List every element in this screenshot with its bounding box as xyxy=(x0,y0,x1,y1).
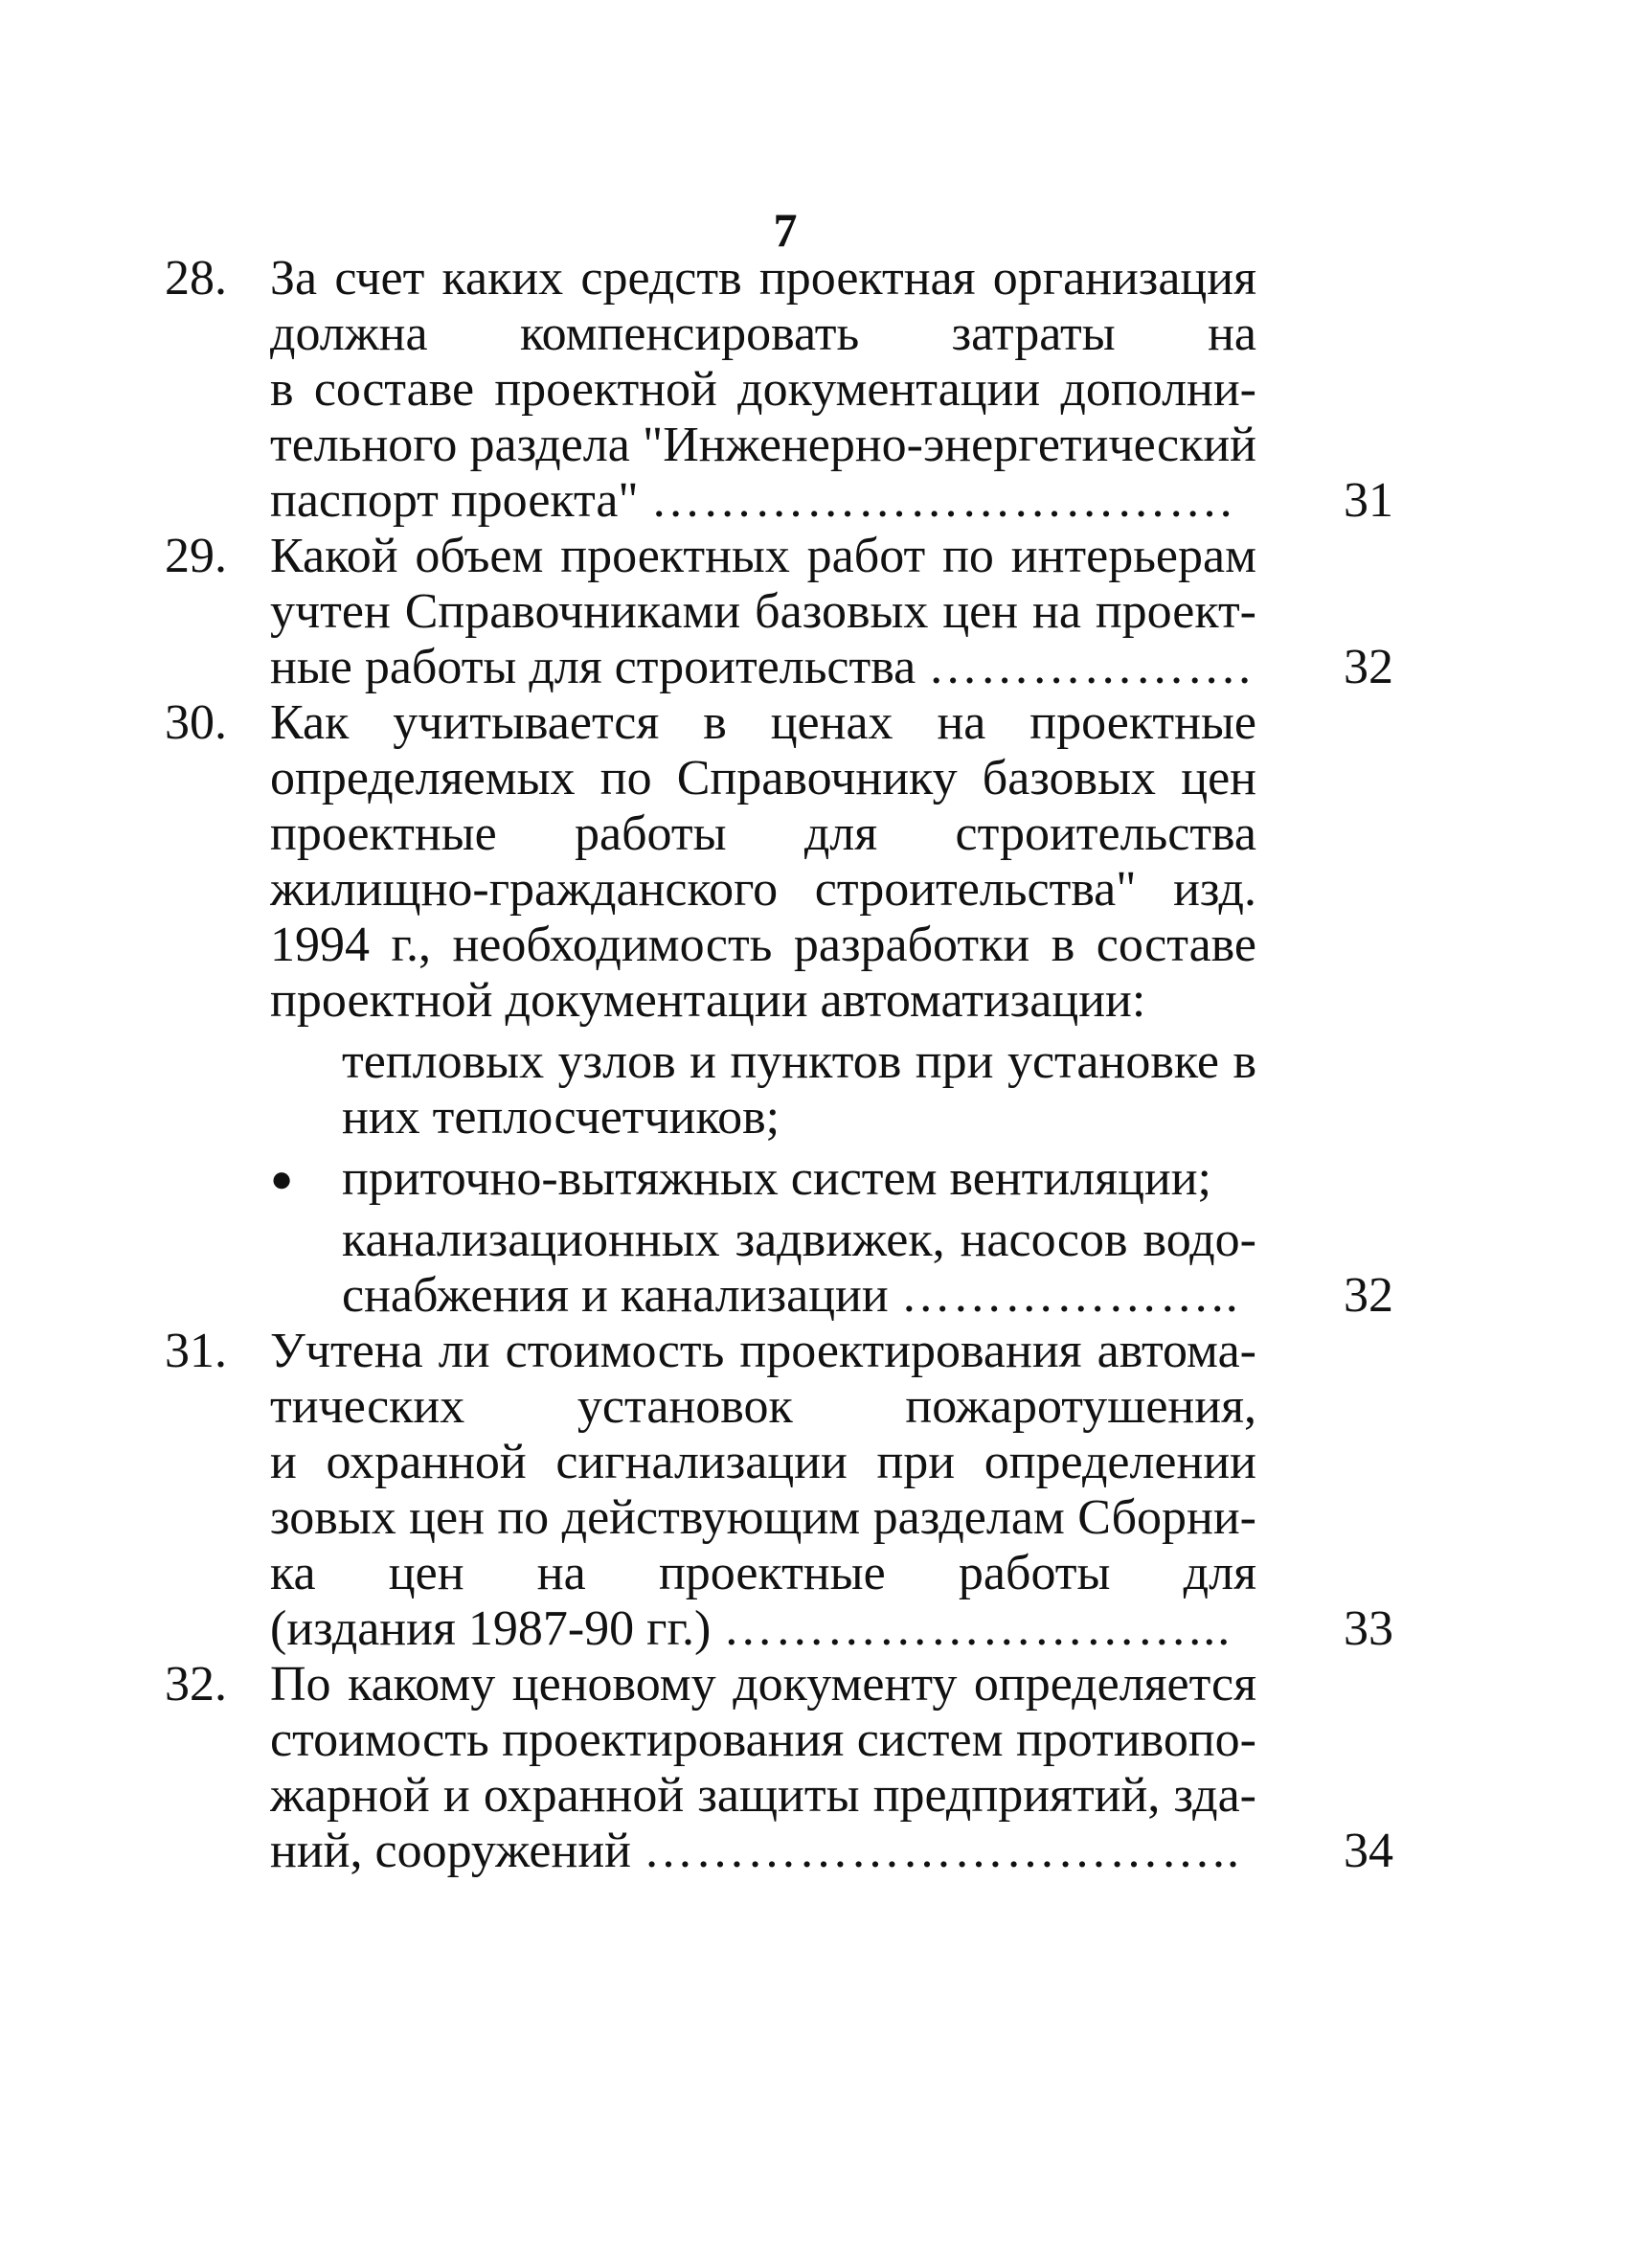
toc-entry-32 xyxy=(165,1657,1410,1879)
entry-number: 31. xyxy=(165,1324,227,1378)
entry-text-line: и охранной сигнализации при определении xyxy=(270,1435,1256,1489)
entry-text-line: определяемых по Справочнику базовых цен xyxy=(270,751,1256,805)
entry-text-line: ка цен на проектные работы для xyxy=(270,1546,1256,1600)
entry-last-line xyxy=(270,473,1393,529)
entry-text-line: (издания 1987-90 гг.) xyxy=(270,1601,712,1656)
entry-text-line: учтен Справочниками базовых цен на проект- xyxy=(270,584,1256,639)
entry-text-line: Учтена ли стоимость проектирования автома- xyxy=(270,1324,1256,1378)
table-of-contents xyxy=(165,251,1410,1879)
entry-text-line: жарной и охранной защиты предприятий, зда- xyxy=(270,1768,1256,1823)
entry-text-line: тельного раздела "Инженерно-энергетический xyxy=(270,418,1256,472)
entry-last-line xyxy=(270,1824,1393,1879)
entry-last-line xyxy=(270,1601,1393,1657)
bullet-text: снабжения и канализации xyxy=(342,1268,889,1323)
entry-number: 28. xyxy=(165,251,227,306)
entry-text-line: Как учитывается в ценах на проектные xyxy=(270,695,1256,750)
toc-entry-29 xyxy=(165,529,1410,695)
bullet-item-line: них теплосчетчиков; xyxy=(342,1090,780,1145)
dot-leader: …………………………….. xyxy=(644,1824,1241,1878)
bullet-text: канализационных задвижек, насосов водо- xyxy=(342,1213,1256,1267)
bullet-text: тепловых узлов и пунктов при установке в xyxy=(342,1034,1256,1089)
entry-number: 32. xyxy=(165,1657,227,1712)
dot-leader: ………………. xyxy=(928,640,1254,694)
toc-entry-31 xyxy=(165,1324,1410,1657)
bullet-last-line xyxy=(342,1268,1393,1324)
page-reference: 33 xyxy=(1344,1601,1393,1656)
dot-leader: ……………….. xyxy=(900,1268,1240,1323)
page-reference: 34 xyxy=(1344,1824,1393,1878)
toc-entry-28 xyxy=(165,251,1410,529)
bullet-item-line xyxy=(342,1034,1256,1090)
entry-text-line: За счет каких средств проектная организация xyxy=(270,251,1256,306)
entry-text-line: Какой объем проектных работ по интерьерам xyxy=(270,529,1256,583)
page-reference: 32 xyxy=(1344,1268,1393,1323)
entry-text-line: ные работы для строительства xyxy=(270,640,916,694)
bullet-item-line xyxy=(270,1151,1256,1207)
dot-leader: ………………………... xyxy=(723,1601,1233,1656)
page-number: 7 xyxy=(773,203,798,257)
entry-text-line: 1994 г., необходимость разработки в составе xyxy=(270,918,1256,972)
page-reference: 31 xyxy=(1344,473,1393,528)
toc-entry-30 xyxy=(165,695,1410,1324)
entry-text-line: паспорт проекта" xyxy=(270,473,639,528)
entry-text-line: проектные работы для строительства xyxy=(270,806,1256,861)
page-reference: 32 xyxy=(1344,640,1393,694)
bullet-icon: ● xyxy=(270,1157,294,1200)
entry-last-line xyxy=(270,640,1393,695)
bullet-item-line xyxy=(342,1213,1256,1268)
entry-number: 30. xyxy=(165,695,227,750)
entry-text-line: По какому ценовому документу определяется xyxy=(270,1657,1256,1712)
entry-text-line: жилищно-гражданского строительства" изд. xyxy=(270,862,1256,917)
entry-text-line: зовых цен по действующим разделам Сборни- xyxy=(270,1490,1256,1545)
entry-text-line: должна компенсировать затраты на xyxy=(270,306,1256,361)
entry-text-line: в составе проектной документации дополни- xyxy=(270,362,1256,417)
entry-text-line: проектной документации автоматизации: xyxy=(270,973,1146,1028)
bullet-text: приточно-вытяжных систем вентиляции; xyxy=(342,1151,1211,1206)
entry-text-line: тических установок пожаротушения, xyxy=(270,1379,1256,1434)
entry-text-line: стоимость проектирования систем противопо- xyxy=(270,1712,1256,1767)
entry-number: 29. xyxy=(165,529,227,583)
entry-text-line: ний, сооружений xyxy=(270,1824,631,1878)
dot-leader: ……………………………. xyxy=(650,473,1234,528)
